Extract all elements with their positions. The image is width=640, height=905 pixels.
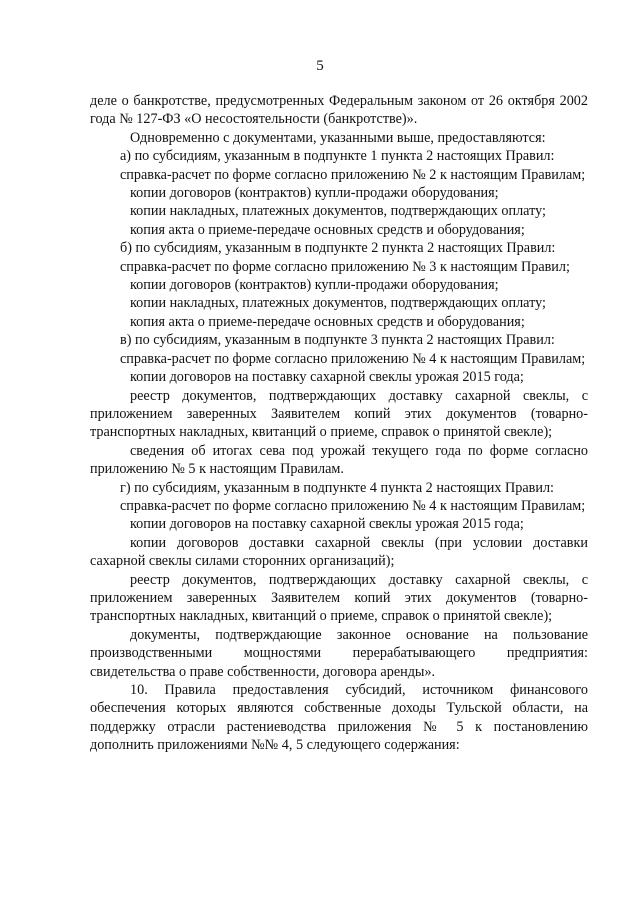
paragraph-d-delivery-register: реестр документов, подтверждающих доставку сахарной свеклы, с приложением заверенных Заявителем копий этих документов (товарно-транспортных накладных, квитанций о приеме, справок о принятой свекле); bbox=[90, 571, 588, 625]
paragraph-a-calc-form: справка-расчет по форме согласно приложению № 2 к настоящим Правилам; bbox=[120, 166, 586, 183]
paragraph-b-acceptance-act: копия акта о приеме-передаче основных средств и оборудования; bbox=[130, 313, 525, 330]
paragraph-subsidy-d: г) по субсидиям, указанным в подпункте 4 пункта 2 настоящих Правил: bbox=[120, 479, 554, 496]
paragraph-d-supply-contracts: копии договоров на поставку сахарной свеклы урожая 2015 года; bbox=[130, 516, 524, 533]
paragraph-a-invoices: копии накладных, платежных документов, подтверждающих оплату; bbox=[130, 203, 546, 220]
paragraph-item-10: 10. Правила предоставления субсидий, источником финансового обеспечения которых являются собственные доходы Тульской области, на поддержку отрасли растениеводства приложения № 5 к постановлению дополнить приложениями №№ 4, 5 следующего содержания: bbox=[90, 682, 588, 754]
paragraph-subsidy-a: а) по субсидиям, указанным в подпункте 1 пункта 2 настоящих Правил: bbox=[120, 148, 555, 165]
paragraph-a-acceptance-act: копия акта о приеме-передаче основных средств и оборудования; bbox=[130, 221, 525, 238]
paragraph-bankruptcy-continuation: деле о банкротстве, предусмотренных Федеральным законом от 26 октября 2002 года № 127-ФЗ «О несостоятельности (банкротстве)». bbox=[90, 93, 588, 128]
paragraph-c-supply-contracts: копии договоров на поставку сахарной свеклы урожая 2015 года; bbox=[130, 369, 524, 386]
paragraph-b-calc-form: справка-расчет по форме согласно приложению № 3 к настоящим Правил; bbox=[120, 258, 570, 275]
paragraph-documents-intro: Одновременно с документами, указанными выше, предоставляются: bbox=[130, 129, 546, 146]
paragraph-c-sowing-results: сведения об итогах сева под урожай текущего года по форме согласно приложению № 5 к настоящим Правилам. bbox=[90, 442, 588, 478]
paragraph-b-contracts: копии договоров (контрактов) купли-продажи оборудования; bbox=[130, 277, 499, 294]
paragraph-d-delivery-contracts: копии договоров доставки сахарной свеклы (при условии доставки сахарной свеклы силами сторонних организаций); bbox=[90, 534, 588, 570]
paragraph-d-calc-form: справка-расчет по форме согласно приложению № 4 к настоящим Правилам; bbox=[120, 497, 586, 514]
paragraph-c-delivery-register: реестр документов, подтверждающих доставку сахарной свеклы, с приложением заверенных Заявителем копий этих документов (товарно-транспортных накладных, квитанций о приеме, справок о принятой свекле); bbox=[90, 387, 588, 441]
paragraph-d-ownership-documents: документы, подтверждающие законное основание на пользование производственными мощностями перерабатывающего предприятия: свидетельства о праве собственности, договора аренды». bbox=[90, 626, 588, 680]
paragraph-a-contracts: копии договоров (контрактов) купли-продажи оборудования; bbox=[130, 185, 499, 202]
paragraph-c-calc-form: справка-расчет по форме согласно приложению № 4 к настоящим Правилам; bbox=[120, 350, 586, 367]
paragraph-subsidy-b: б) по субсидиям, указанным в подпункте 2 пункта 2 настоящих Правил: bbox=[120, 240, 556, 257]
page-number: 5 bbox=[316, 58, 324, 74]
paragraph-b-invoices: копии накладных, платежных документов, подтверждающих оплату; bbox=[130, 295, 546, 312]
document-body bbox=[90, 92, 588, 755]
paragraph-subsidy-c: в) по субсидиям, указанным в подпункте 3 пункта 2 настоящих Правил: bbox=[120, 332, 555, 349]
